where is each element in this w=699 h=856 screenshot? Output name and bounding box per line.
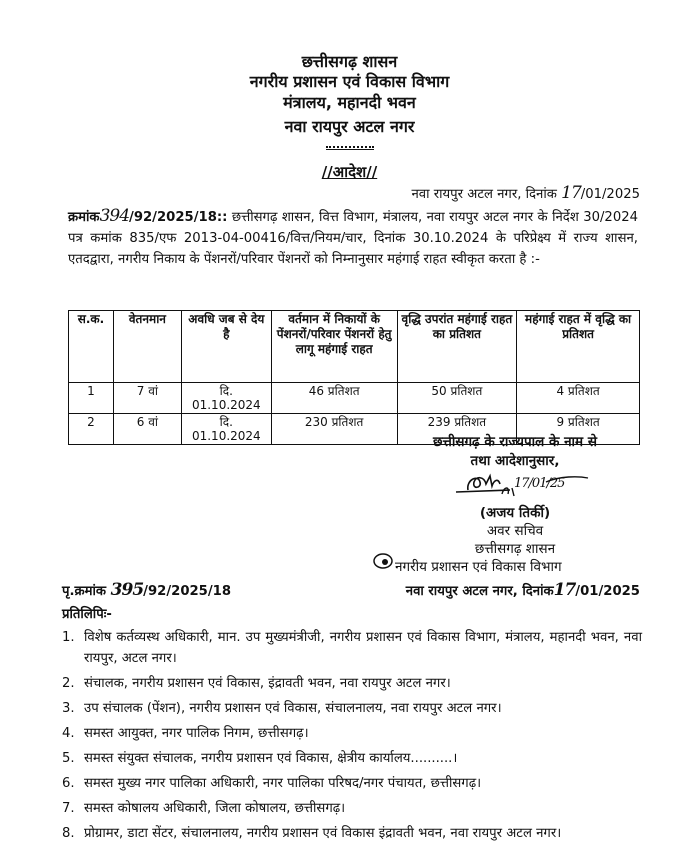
endorsement-ref-label: पृ.क्रमांक: [62, 584, 107, 599]
list-item-number: 3.: [62, 701, 75, 716]
order-body-text: छत्तीसगढ़ शासन, वित्त विभाग, मंत्रालय, नवा रायपुर अटल नगर के निर्देश 30/2024 पत्र कमांक 835/एफ 2013-04-00416/वित्त/नियम/चार, दिनांक 30.10.2024 के परिप्रेक्ष्य में राज्य शासन, एतदद्वारा, नगरीय निकाय के पेंशनरों/परिवार पेंशनरों को निम्नानुसार महंगाई राहत स्वीकृत करता है :-: [68, 210, 638, 267]
header-divider: [326, 146, 374, 150]
signatory-name: (अजय तिर्की): [479, 505, 551, 521]
list-item-text: समस्त आयुक्त, नगर पालिक निगम, छत्तीसगढ़।: [84, 726, 309, 741]
endorsement-ref-number: 395: [110, 580, 144, 600]
cell-pay-scale: 6 वां: [113, 414, 181, 445]
header-department: नगरीय प्रशासन एवं विकास विभाग: [249, 72, 450, 91]
cell-increase: 9 प्रतिशत: [517, 414, 640, 445]
list-item-number: 8.: [62, 826, 75, 841]
col-header-effective-from: अवधि जब से देय है: [181, 311, 271, 383]
cell-revised-da: 50 प्रतिशत: [397, 383, 517, 414]
endorsement-date-day: 17: [553, 580, 576, 600]
endorsement-ref: [62, 580, 231, 600]
header-ministry: मंत्रालय, महानदी भवन: [283, 93, 416, 112]
list-item-text: उप संचालक (पेंशन), नगरीय प्रशासन एवं विकास, संचालनालय, नवा रायपुर अटल नगर।: [84, 701, 502, 716]
header-govt: छत्तीसगढ़ शासन: [301, 52, 398, 71]
col-header-pay-scale: वेतनमान: [113, 311, 181, 383]
list-item-text: समस्त संयुक्त संचालक, नगरीय प्रशासन एवं विकास, क्षेत्रीय कार्यालय..........।: [84, 751, 458, 766]
header-city: नवा रायपुर अटल नगर: [284, 117, 415, 136]
list-item: [62, 673, 642, 694]
cell-effective-from: दि. 01.10.2024: [181, 383, 271, 414]
cell-current-da: 230 प्रतिशत: [271, 414, 397, 445]
handwritten-signature: [450, 470, 590, 502]
signature-authority-line1: छत्तीसगढ़ के राज्यपाल के नाम से: [433, 434, 597, 450]
list-item: [62, 698, 642, 719]
col-header-current-da: वर्तमान में निकायों के पेंशनरों/परिवार पेंशनरों हेतु लागू महंगाई राहत: [271, 311, 397, 383]
order-ref-label: क्रमांक: [68, 210, 100, 225]
order-date-day: 17: [561, 183, 581, 203]
endorsement-date-prefix: नवा रायपुर अटल नगर, दिनांक: [405, 584, 554, 599]
order-ref-suffix: /92/2025/18::: [129, 210, 228, 225]
copy-list: [62, 627, 642, 848]
cell-serial: 2: [69, 414, 114, 445]
list-item: [62, 798, 642, 819]
col-header-revised-da: वृद्धि उपरांत महंगाई राहत का प्रतिशत: [397, 311, 517, 383]
order-date-rest: /01/2025: [580, 187, 640, 202]
list-item-text: समस्त कोषालय अधिकारी, जिला कोषालय, छत्तीसगढ़।: [84, 801, 346, 816]
cell-increase: 4 प्रतिशत: [517, 383, 640, 414]
endorsement-date-rest: /01/2025: [575, 584, 640, 599]
signatory-government: छत्तीसगढ़ शासन: [474, 541, 556, 557]
order-body: [68, 206, 638, 270]
cell-serial: 1: [69, 383, 114, 414]
list-item-number: 7.: [62, 801, 75, 816]
cell-current-da: 46 प्रतिशत: [271, 383, 397, 414]
signature-date: 17/01/25: [514, 476, 565, 491]
order-ref-number: 394: [99, 206, 130, 226]
order-date-prefix: नवा रायपुर अटल नगर, दिनांक: [411, 187, 557, 202]
list-item: [62, 823, 642, 844]
cell-effective-from: दि. 01.10.2024: [181, 414, 271, 445]
list-item-text: विशेष कर्तव्यस्थ अधिकारी, मान. उप मुख्यमंत्रीजी, नगरीय प्रशासन एवं विकास विभाग, मंत्रालय, महानदी भवन, नवा रायपुर, अटल नगर।: [84, 630, 642, 666]
table-row: [69, 383, 640, 414]
list-item-text: प्रोग्रामर, डाटा सेंटर, संचालनालय, नगरीय प्रशासन एवं विकास इंद्रावती भवन, नवा रायपुर अटल नगर।: [84, 826, 562, 841]
signature-authority-line2: तथा आदेशानुसार,: [470, 453, 560, 469]
signatory-designation: अवर सचिव: [486, 523, 544, 539]
cell-pay-scale: 7 वां: [113, 383, 181, 414]
col-header-serial: स.क.: [69, 311, 114, 383]
cell-revised-da: 239 प्रतिशत: [397, 414, 517, 445]
da-relief-table: [68, 310, 640, 445]
signatory-department: नगरीय प्रशासन एवं विकास विभाग: [395, 559, 562, 575]
endorsement-date: [340, 580, 640, 600]
list-item-text: समस्त मुख्य नगर पालिका अधिकारी, नगर पालिका परिषद/नगर पंचायत, छत्तीसगढ़।: [84, 776, 482, 791]
list-item-number: 4.: [62, 726, 75, 741]
table-header-row: [69, 311, 640, 383]
col-header-increase: महंगाई राहत में वृद्धि का प्रतिशत: [517, 311, 640, 383]
order-title: //आदेश//: [321, 163, 378, 181]
order-date: [330, 183, 640, 203]
stamp-icon: [372, 552, 394, 570]
copy-label: प्रतिलिपिः-: [62, 607, 112, 622]
list-item-number: 1.: [62, 630, 75, 645]
list-item: [62, 723, 642, 744]
list-item-number: 5.: [62, 751, 75, 766]
list-item-number: 6.: [62, 776, 75, 791]
list-item: [62, 773, 642, 794]
list-item-text: संचालक, नगरीय प्रशासन एवं विकास, इंद्रावती भवन, नवा रायपुर अटल नगर।: [84, 676, 451, 691]
list-item: [62, 627, 642, 669]
endorsement-ref-suffix: /92/2025/18: [143, 584, 232, 599]
list-item: [62, 748, 642, 769]
list-item-number: 2.: [62, 676, 75, 691]
